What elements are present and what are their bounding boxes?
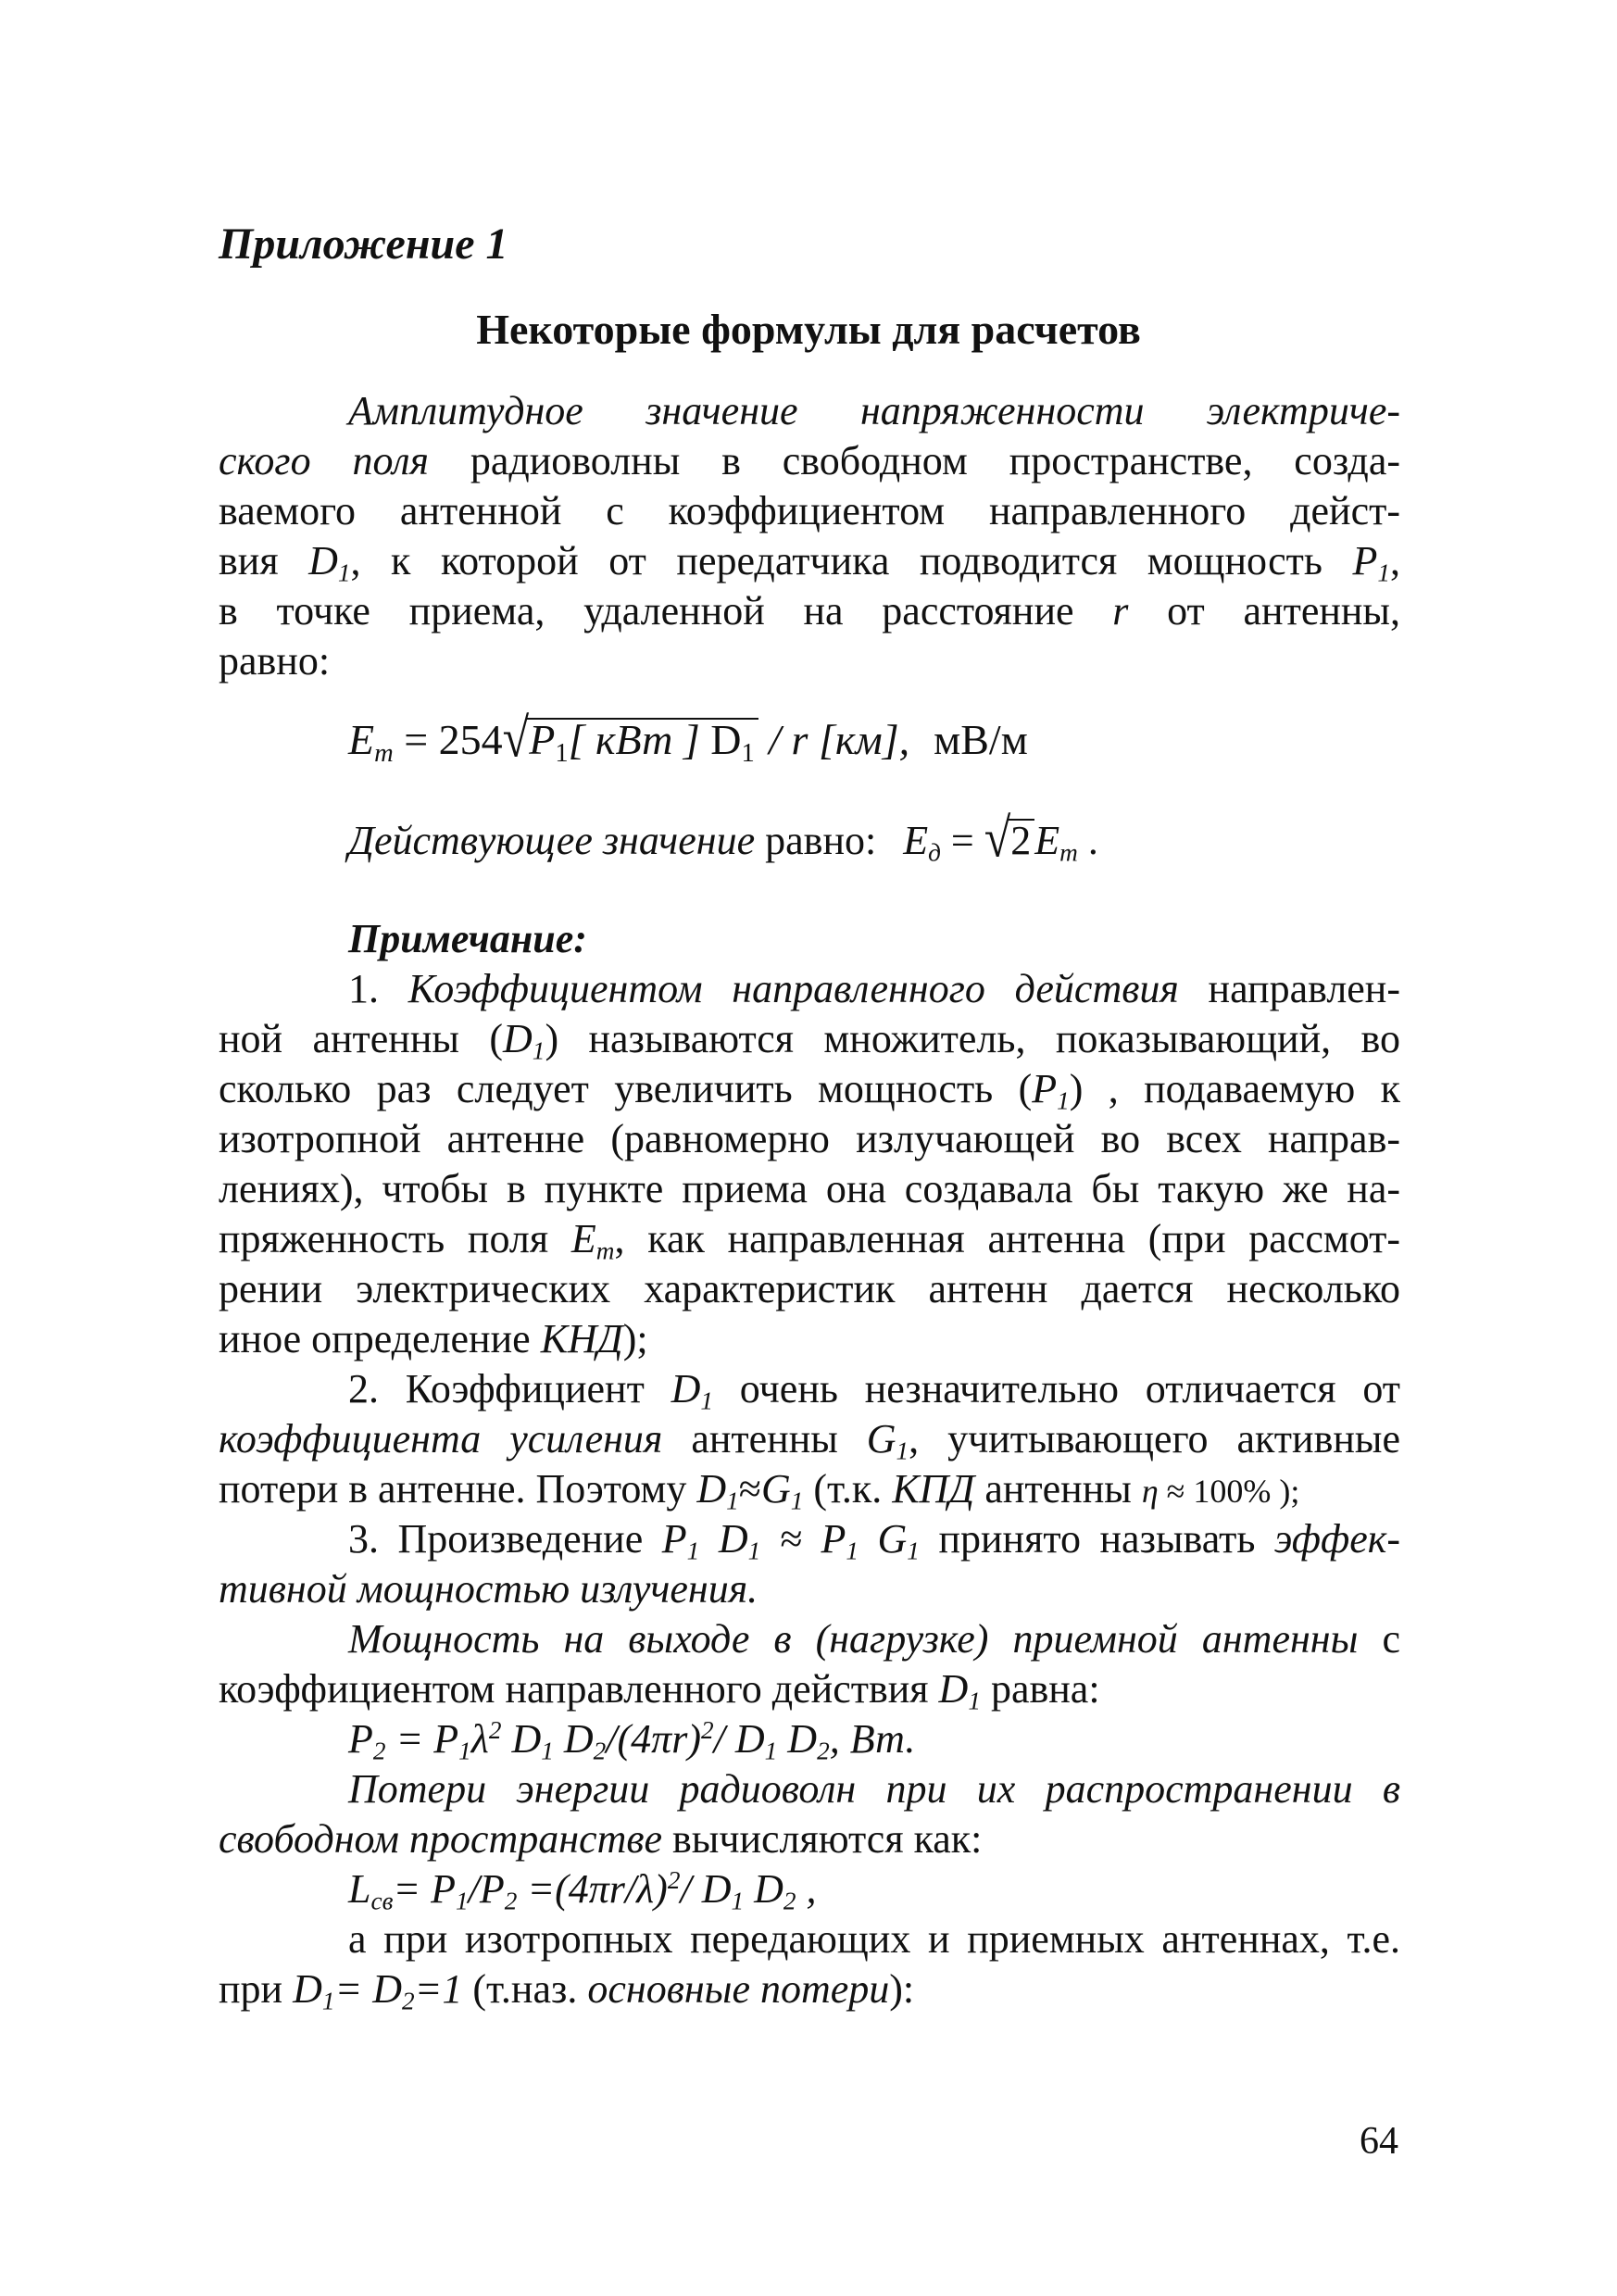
subscript: 2 <box>783 1887 796 1915</box>
text-run: , <box>1390 538 1400 583</box>
text-run: при <box>219 1966 294 2012</box>
formula-unit: [ кВт ] <box>568 716 711 763</box>
italic-term: Действующее значение <box>348 818 756 863</box>
formula-symbol: E <box>1034 818 1060 863</box>
formula-text: =(4πr/λ) <box>517 1866 668 1912</box>
text-run: ) , подаваемую к <box>1069 1066 1400 1111</box>
text-run: 2. Коэффициент <box>348 1366 671 1411</box>
formula-text: . <box>1077 818 1098 863</box>
formula-symbol: E <box>903 818 929 863</box>
subscript: 1 <box>726 1487 739 1515</box>
subscript: 1 <box>1057 1086 1070 1115</box>
variable: P <box>1352 538 1378 583</box>
text-run: равна: <box>980 1666 1100 1712</box>
italic-term: основные потери <box>587 1966 890 2012</box>
text-run: вычисляются как: <box>662 1816 983 1862</box>
page-number: 64 <box>1360 2120 1398 2163</box>
sqrt-sign-icon: √ <box>984 808 1011 870</box>
superscript: 2 <box>701 1716 714 1744</box>
text-run: очень незначительно отличается от <box>713 1366 1401 1411</box>
subscript: д <box>928 838 941 867</box>
text-run: коэффициентом направленного действия <box>219 1666 939 1712</box>
formula-unit: мВ/м <box>934 716 1028 763</box>
formula-unit: , Вт. <box>829 1716 916 1762</box>
text-run: 3. Произведение <box>348 1516 662 1562</box>
note-line: лениях), чтобы в пункте приема она создавала бы такую же на- <box>219 1166 1400 1211</box>
formula-free-space-loss <box>348 1865 817 1913</box>
text-run: в точке приема, удаленной на расстояние <box>219 588 1113 634</box>
formula-symbol: D <box>710 716 742 763</box>
paragraph-line: Потери энергии радиоволн при их распространении в <box>348 1766 1400 1812</box>
formula-text: / D <box>713 1716 765 1762</box>
variable: D <box>696 1466 727 1512</box>
subscript: 1 <box>731 1887 745 1915</box>
note-line <box>219 1215 1400 1263</box>
formula-symbol: P <box>529 716 556 763</box>
italic-term: Мощность на выходе в (нагрузке) приемной антенны <box>348 1616 1359 1662</box>
formula-text: /(4πr) <box>606 1716 701 1762</box>
paragraph-line <box>348 387 1400 435</box>
formula-text: / D <box>680 1866 732 1912</box>
formula-text: =1 <box>414 1966 463 2012</box>
variable: G <box>760 1466 791 1512</box>
subscript: 2 <box>401 1987 415 2015</box>
note-line <box>348 965 1400 1013</box>
subscript: 1 <box>700 1386 714 1415</box>
italic-term: КНД <box>540 1316 623 1361</box>
formula-text: /P <box>468 1866 505 1912</box>
text-run: потери в антенне. Поэтому <box>219 1466 697 1512</box>
subscript: 1 <box>896 1437 909 1465</box>
paragraph-line <box>219 437 1400 485</box>
variable: D <box>293 1966 322 2012</box>
paragraph-line <box>219 587 1400 635</box>
subscript: 1 <box>790 1487 804 1515</box>
formula-field-amplitude <box>348 708 1028 770</box>
text-run: равно: <box>755 818 887 863</box>
italic-term: Амплитудное значение напряженности электриче- <box>348 388 1400 433</box>
subscript: 2 <box>593 1737 607 1765</box>
paragraph-line <box>348 1615 1400 1663</box>
text-run: пряженность поля <box>219 1216 571 1261</box>
note-line <box>348 1365 1400 1413</box>
formula-symbol: λ <box>470 1716 489 1762</box>
subscript: 1 <box>321 1987 335 2015</box>
sqrt-sign-icon: √ <box>502 708 530 770</box>
variable: E <box>570 1216 596 1261</box>
subscript: 1 <box>741 738 755 768</box>
formula-symbol: L <box>348 1866 371 1912</box>
variable: D <box>671 1366 701 1411</box>
text-run: ≈ 100% ); <box>1158 1473 1300 1510</box>
text-run: ной антенны ( <box>219 1016 504 1061</box>
paragraph-line <box>219 537 1400 585</box>
italic-term: эффек- <box>1273 1516 1400 1562</box>
eta-symbol: η <box>1141 1473 1159 1510</box>
subscript: 1 <box>764 1737 778 1765</box>
italic-term: ского поля <box>219 438 429 483</box>
note-line: тивной мощностью излучения. <box>219 1566 758 1612</box>
formula-symbol: D <box>777 1716 818 1762</box>
note-line: изотропной антенне (равномерно излучающей во всех направ- <box>219 1116 1400 1161</box>
appendix-title: Приложение 1 <box>219 220 508 269</box>
subscript: 1 <box>686 1537 700 1565</box>
text-run: , учитывающего активные <box>909 1416 1400 1462</box>
text-run: ) называются множитель, показывающий, во <box>545 1016 1400 1061</box>
radicand <box>527 716 758 768</box>
subscript: 2 <box>372 1737 386 1765</box>
formula-text: = P <box>385 1716 459 1762</box>
variable: D <box>503 1016 533 1061</box>
subscript: m <box>1059 838 1078 867</box>
subscript: 1 <box>532 1036 545 1065</box>
text-run: , как направленная антенна (при рассмот- <box>614 1216 1401 1261</box>
formula-symbol: P <box>661 1516 687 1562</box>
text-run: антенны <box>974 1466 1142 1512</box>
formula-symbol: D <box>744 1866 783 1912</box>
note-line <box>219 1415 1400 1463</box>
text-run: сколько раз следует увеличить мощность ( <box>219 1066 1033 1111</box>
text-run: иное определение <box>219 1316 541 1361</box>
text-run: направлен- <box>1178 966 1400 1011</box>
subscript: 1 <box>1377 558 1390 587</box>
formula-symbol: E <box>348 716 375 763</box>
text-run: ): <box>889 1966 915 2012</box>
formula-symbol: ≈ P <box>760 1516 846 1562</box>
italic-term: свободном пространстве <box>219 1816 662 1862</box>
subscript: 1 <box>456 1887 469 1915</box>
subscript: 1 <box>968 1687 981 1715</box>
subscript: 1 <box>747 1537 761 1565</box>
italic-term: КПД <box>892 1466 975 1512</box>
approx-symbol: ≈ <box>738 1466 761 1512</box>
subscript: 1 <box>907 1537 920 1565</box>
superscript: 2 <box>488 1716 502 1744</box>
note-line <box>219 1315 648 1363</box>
variable: D <box>938 1666 969 1712</box>
text-run: ); <box>622 1316 648 1361</box>
paragraph-line: ваемого антенной с коэффициентом направленного дейст- <box>219 488 1400 533</box>
text-run: , к которой от передатчика подводится мощность <box>350 538 1353 583</box>
note-line <box>348 1515 1400 1563</box>
text-run: принято называть <box>919 1516 1274 1562</box>
subscript: 2 <box>817 1737 830 1765</box>
text-run: радиоволны в свободном пространстве, созда- <box>429 438 1400 483</box>
variable: D <box>308 538 338 583</box>
subscript: 2 <box>504 1887 518 1915</box>
formula-symbol: P <box>348 1716 373 1762</box>
formula-text: / r [км], <box>758 716 910 763</box>
italic-term: коэффициента усиления <box>219 1416 663 1462</box>
subscript: m <box>595 1236 615 1265</box>
formula-text: = 254 <box>393 716 503 763</box>
formula-symbol: D <box>501 1716 542 1762</box>
formula-text: = <box>940 818 984 863</box>
formula-symbol: G <box>858 1516 908 1562</box>
formula-text: , <box>796 1866 817 1912</box>
note-line <box>219 1015 1400 1063</box>
text-run: (т.к. <box>803 1466 893 1512</box>
italic-term: Коэффициентом направленного действия <box>407 966 1179 1011</box>
formula-text: = P <box>393 1866 456 1912</box>
note-line <box>219 1465 1299 1515</box>
paragraph-line <box>219 1815 982 1863</box>
subscript: 1 <box>337 558 351 587</box>
text-run: с <box>1358 1616 1401 1662</box>
formula-received-power <box>348 1715 915 1763</box>
formula-text: = D <box>334 1966 402 2012</box>
subscript: 1 <box>555 738 569 768</box>
text-run: от антенны, <box>1128 588 1400 634</box>
radicand: 2 <box>1009 819 1034 861</box>
variable: P <box>1032 1066 1058 1111</box>
paragraph-line: а при изотропных передающих и приемных антеннах, т.е. <box>348 1916 1400 1962</box>
subscript: m <box>374 738 394 768</box>
note-heading: Примечание: <box>348 916 587 961</box>
variable: G <box>866 1416 896 1462</box>
text-run: антенны <box>662 1416 867 1462</box>
variable: r <box>1112 588 1129 634</box>
formula-symbol: D <box>699 1516 748 1562</box>
subscript: 1 <box>458 1737 471 1765</box>
paragraph-line <box>219 1965 914 2014</box>
formula-effective-value <box>348 808 1098 870</box>
paragraph-line: равно: <box>219 638 331 684</box>
subscript: 1 <box>846 1537 859 1565</box>
subscript: св <box>370 1887 394 1915</box>
formula-symbol: D <box>553 1716 594 1762</box>
subscript: 1 <box>541 1737 554 1765</box>
text-run: вия <box>219 538 309 583</box>
section-title: Некоторые формулы для расчетов <box>476 306 1141 353</box>
note-line: рении электрических характеристик антенн дается несколько <box>219 1266 1400 1311</box>
superscript: 2 <box>667 1866 681 1894</box>
text-run: (т.наз. <box>462 1966 588 2012</box>
note-line <box>219 1065 1400 1113</box>
paragraph-line <box>219 1665 1100 1713</box>
text-run: 1. <box>348 966 408 1011</box>
